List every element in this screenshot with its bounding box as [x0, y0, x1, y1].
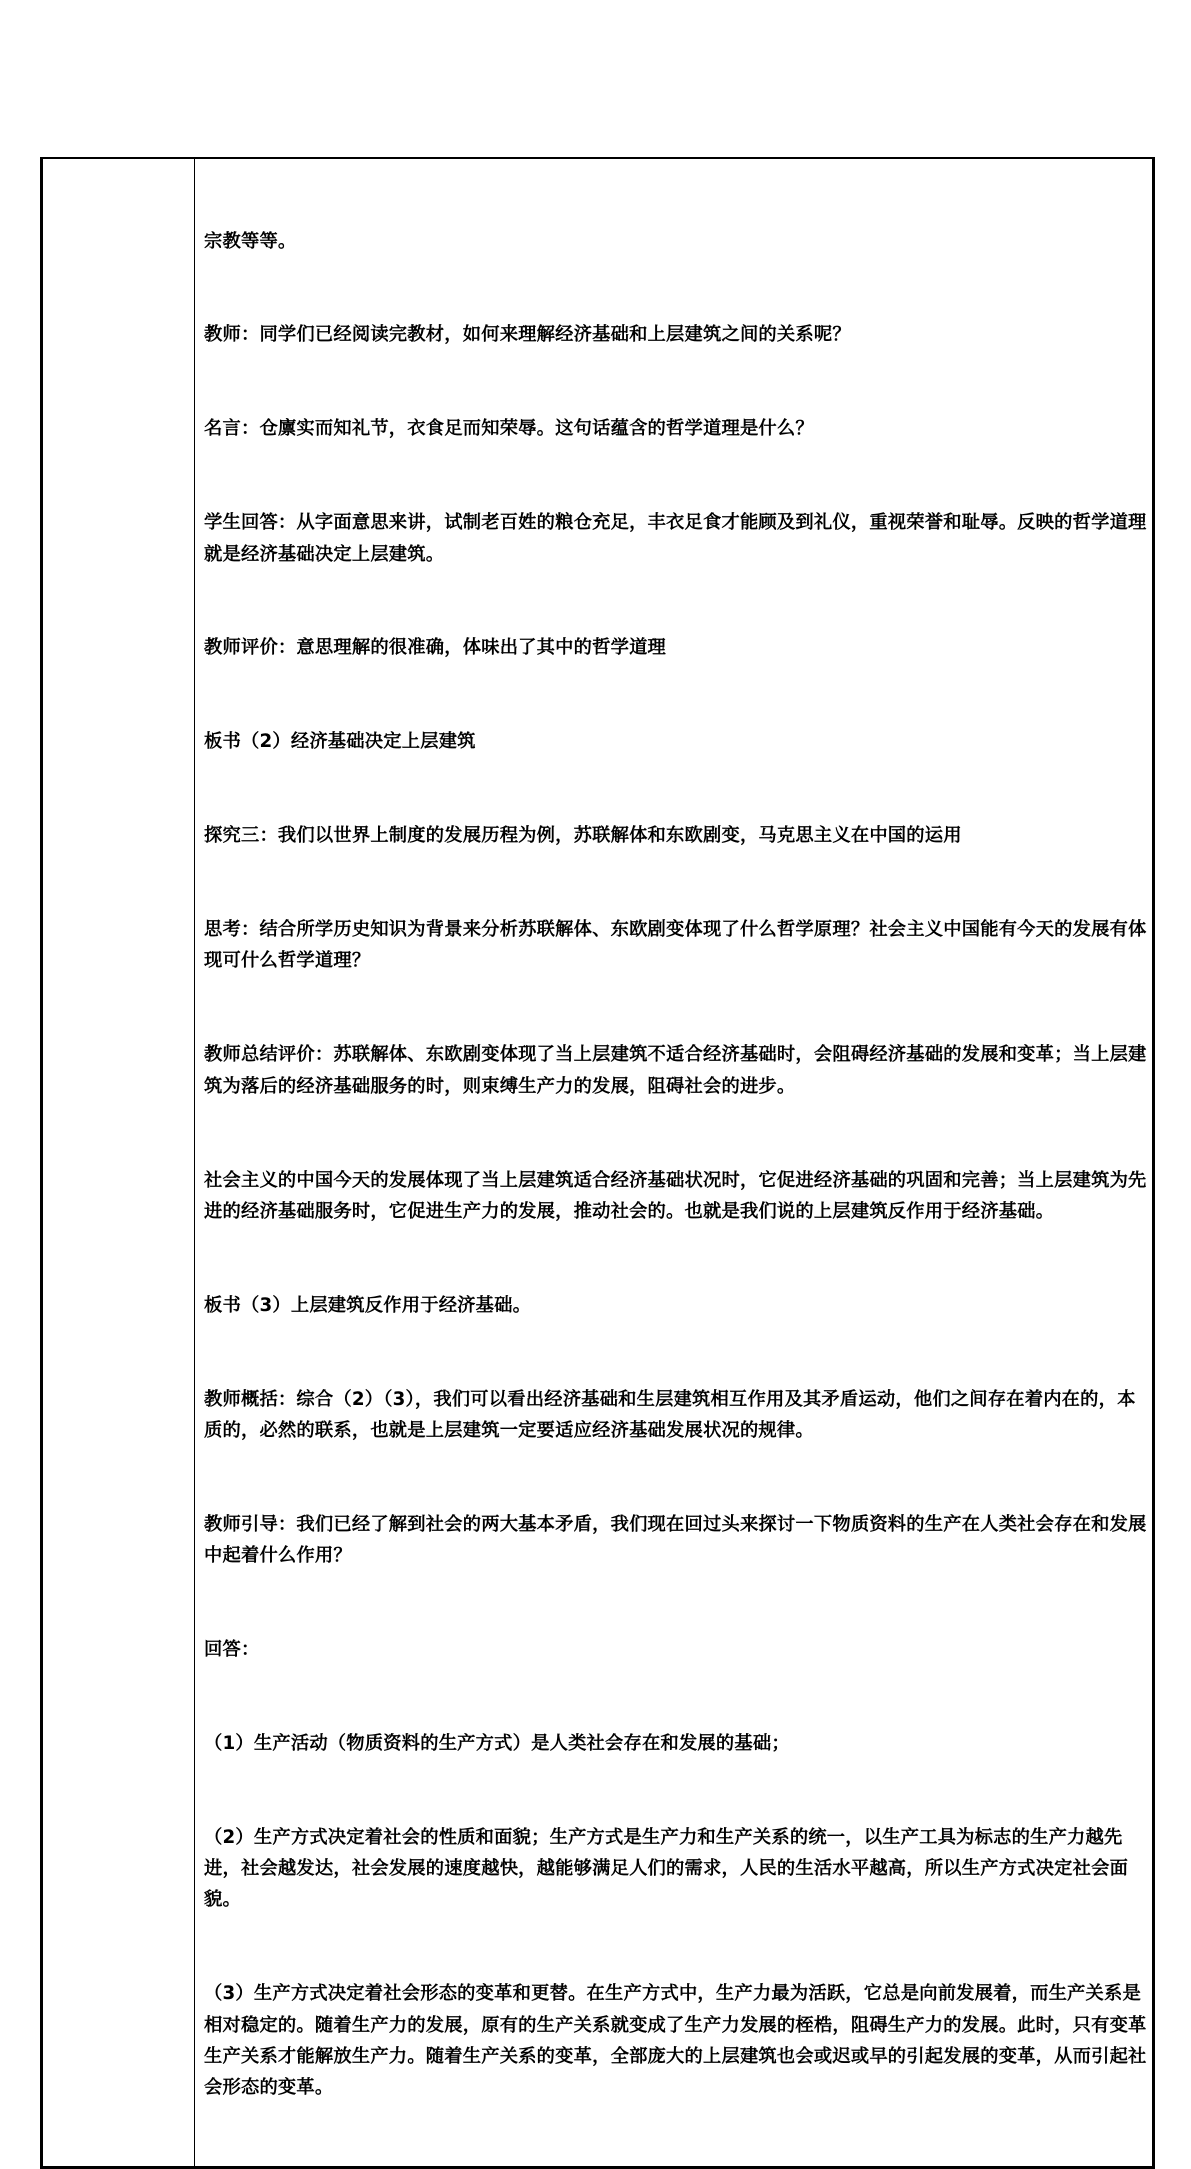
paragraph-thinking: 思考：结合所学历史知识为背景来分析苏联解体、东欧剧变体现了什么哲学原理？社会主义中国能有今天的发展有体现可什么哲学道理？ [204, 919, 1147, 972]
paragraph-religion: 宗教等等。 [204, 230, 297, 252]
paragraph-answer-1: （1）生产活动（物质资料的生产方式）是人类社会存在和发展的基础； [204, 1732, 790, 1754]
paragraph-answer-3: （3）生产方式决定着社会形态的变革和更替。在生产方式中，生产力最为活跃，它总是向前发展着，而生产关系是相对稳定的。随着生产力的发展，原有的生产关系就变成了生产力发展的桎梏，阻碍生产力的发展。此时，只有变革生产关系才能解放生产力。随着生产关系的变革，全部庞大的上层建筑也会或迟或早的引起发展的变革，从而引起社会形态的变革。 [204, 1983, 1147, 2099]
paragraph-student-answer: 学生回答：从字面意思来讲，试制老百姓的粮仓充足，丰衣足食才能顾及到礼仪，重视荣誉和耻辱。反映的哲学道理就是经济基础决定上层建筑。 [204, 512, 1147, 565]
paragraph-board-2: 板书（2）经济基础决定上层建筑 [204, 731, 476, 753]
paragraph-teacher-generalization: 教师概括：综合（2）（3），我们可以看出经济基础和生层建筑相互作用及其矛盾运动，他们之间存在着内在的，本质的，必然的联系，也就是上层建筑一定要适应经济基础发展状况的规律。 [204, 1388, 1136, 1441]
lesson-content [195, 159, 1152, 2166]
paragraph-answer-label: 回答： [204, 1638, 260, 1660]
table-row [42, 158, 1154, 2168]
paragraph-teacher-summary: 教师总结评价：苏联解体、东欧剧变体现了当上层建筑不适合经济基础时，会阻碍经济基础的发展和变革；当上层建筑为落后的经济基础服务的时，则束缚生产力的发展，阻碍社会的进步。 [204, 1044, 1147, 1097]
paragraph-inquiry-3: 探究三：我们以世界上制度的发展历程为例，苏联解体和东欧剧变，马克思主义在中国的运用 [204, 825, 962, 847]
lesson-table [40, 157, 1155, 2169]
left-column-cell [42, 158, 195, 2168]
paragraph-teacher-guidance: 教师引导：我们已经了解到社会的两大基本矛盾，我们现在回过头来探讨一下物质资料的生产在人类社会存在和发展中起着什么作用？ [204, 1513, 1147, 1567]
paragraph-teacher-question: 教师：同学们已经阅读完教材，如何来理解经济基础和上层建筑之间的关系呢？ [204, 324, 851, 346]
paragraph-quote: 名言：仓廪实而知礼节，衣食足而知荣辱。这句话蕴含的哲学道理是什么？ [204, 418, 814, 440]
paragraph-answer-2: （2）生产方式决定着社会的性质和面貌；生产方式是生产力和生产关系的统一，以生产工具为标志的生产力越先进，社会越发达，社会发展的速度越快，越能够满足人们的需求，人民的生活水平越高，所以生产方式决定社会面貌。 [204, 1826, 1129, 1911]
paragraph-socialist-china: 社会主义的中国今天的发展体现了当上层建筑适合经济基础状况时，它促进经济基础的巩固和完善；当上层建筑为先进的经济基础服务时，它促进生产力的发展，推动社会的。也就是我们说的上层建筑反作用于经济基础。 [204, 1169, 1147, 1222]
content-cell [195, 158, 1154, 2168]
paragraph-teacher-evaluation: 教师评价：意思理解的很准确，体味出了其中的哲学道理 [204, 637, 667, 659]
paragraph-board-3: 板书（3）上层建筑反作用于经济基础。 [204, 1294, 532, 1316]
